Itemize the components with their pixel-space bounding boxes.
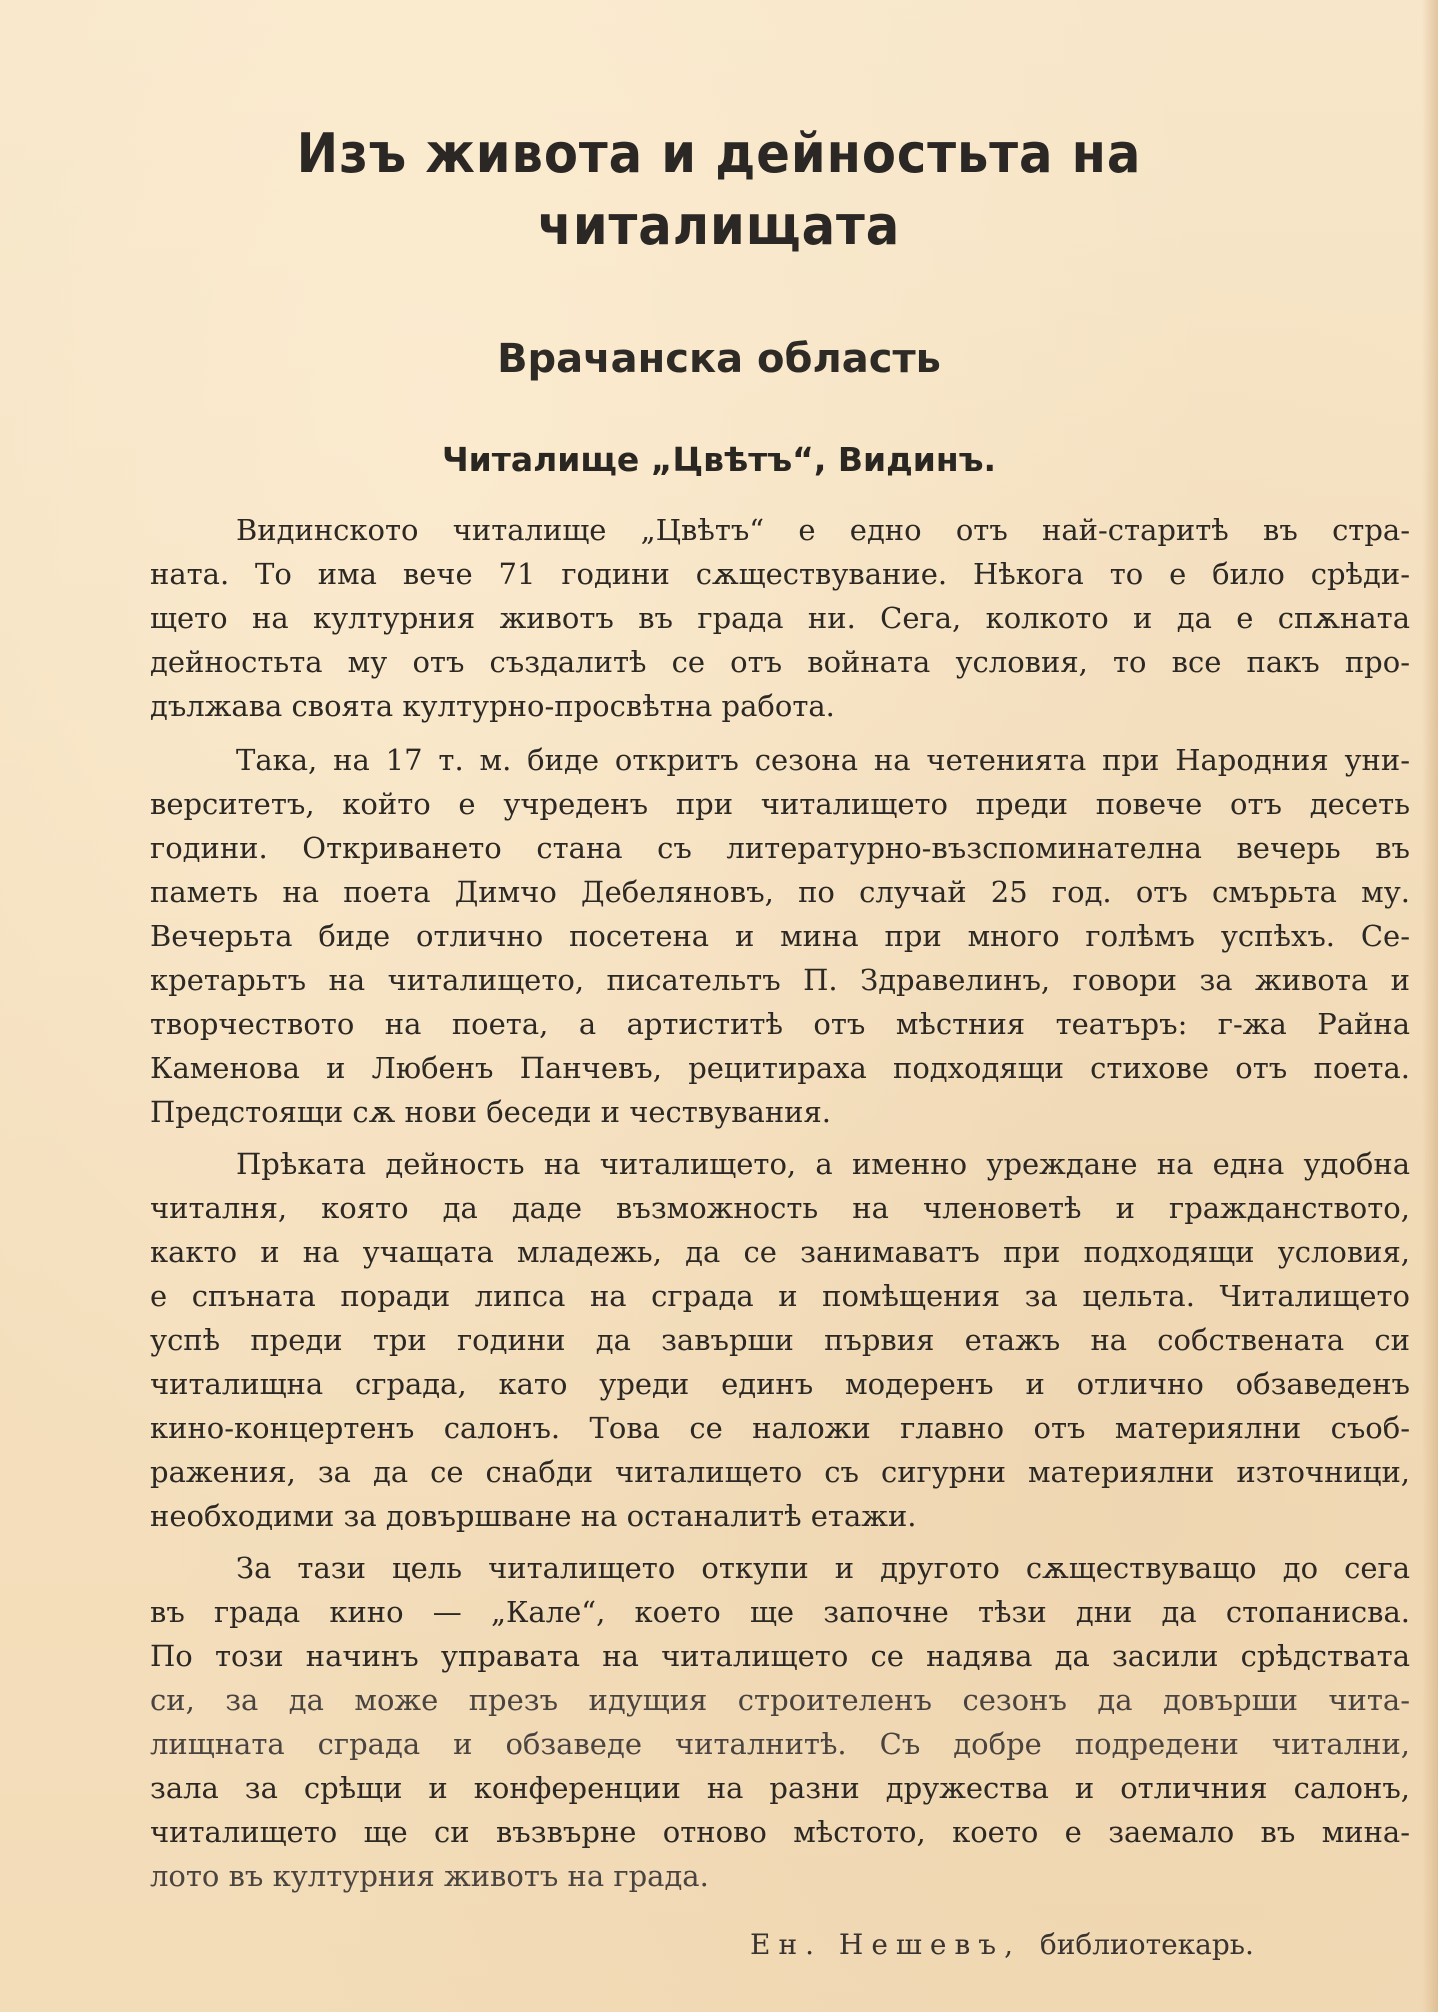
text-line: лото въ културния животъ на града. <box>150 1859 709 1893</box>
title-line-1: Изъ живота и дейностьта на <box>296 122 1142 185</box>
text-line: е спъната поради липса на сграда и помѣщения за цельта. Читалището <box>150 1279 1410 1313</box>
text-line: успѣ преди три години да завърши първия етажъ на собствената си <box>150 1323 1410 1357</box>
text-line: верситетъ, който е учреденъ при читалището преди повече отъ десеть <box>150 787 1410 821</box>
text-line: си, за да може презъ идущия строителенъ сезонъ да довърши чита- <box>150 1683 1410 1717</box>
page-edge-shadow <box>1422 0 1438 2012</box>
text-line: необходими за довършване на останалитѣ етажи. <box>150 1499 917 1533</box>
text-line: години. Откриването стана съ литературно-възспоминателна вечерь въ <box>150 831 1410 865</box>
text-line: читалня, която да даде възможность на членоветѣ и гражданството, <box>150 1191 1410 1225</box>
text-line: дължава своята културно-просвѣтна работа. <box>150 689 835 723</box>
text-line: творчеството на поета, а артиститѣ отъ мѣстния театъръ: г-жа Райна <box>150 1007 1410 1041</box>
region-heading: Врачанска область <box>497 336 941 382</box>
text-line: ражения, за да се снабди читалището съ сигурни материялни източници, <box>150 1455 1410 1489</box>
text-line: ната. То има вече 71 години сѫществувание. Нѣкога то е било срѣди- <box>150 557 1410 591</box>
text-line: кино-концертенъ салонъ. Това се наложи главно отъ материялни съоб- <box>150 1411 1410 1445</box>
text-line: Вечерьта биде отлично посетена и мина при много голѣмъ успѣхъ. Се- <box>150 919 1410 953</box>
text-line: Прѣката дейность на читалището, а именно уреждане на една удобна <box>236 1147 1410 1181</box>
text-line: както и на учащата младежь, да се занимаватъ при подходящи условия, <box>150 1235 1410 1269</box>
text-line: зала за срѣщи и конференции на разни дружества и отличния салонъ, <box>150 1771 1410 1805</box>
text-line: кретарьтъ на читалището, писательтъ П. Здравелинъ, говори за живота и <box>150 963 1410 997</box>
text-line: въ града кино — „Кале“, което ще започне тѣзи дни да стопанисва. <box>150 1595 1410 1629</box>
text-line: Каменова и Любенъ Панчевъ, рецитираха подходящи стихове отъ поета. <box>150 1051 1410 1085</box>
text-line: дейностьта му отъ създалитѣ се отъ войната условия, то все пакъ про- <box>150 645 1410 679</box>
text-line: читалището ще си възвърне отново мѣстото, което е заемало въ мина- <box>150 1815 1410 1849</box>
signature-line <box>750 1928 1254 1961</box>
text-line: Предстоящи сѫ нови беседи и чествувания. <box>150 1095 831 1129</box>
text-line: паметь на поета Димчо Дебеляновъ, по случай 25 год. отъ смърьта му. <box>150 875 1410 909</box>
title-line-2: читалищата <box>537 194 901 257</box>
author-role: библиотекарь. <box>1039 1928 1254 1961</box>
text-line: Така, на 17 т. м. биде откритъ сезона на четенията при Народния уни- <box>236 743 1410 777</box>
text-line: читалищна сграда, като уреди единъ модеренъ и отлично обзаведенъ <box>150 1367 1410 1401</box>
text-line: Видинското читалище „Цвѣтъ“ е едно отъ най-старитѣ въ стра- <box>236 513 1410 547</box>
text-line: лищната сграда и обзаведе читалнитѣ. Съ добре подредени читални, <box>150 1727 1410 1761</box>
section-subheading: Читалище „Цвѣтъ“, Видинъ. <box>441 440 997 479</box>
author-name: Ен. Нешевъ, <box>750 1928 1021 1961</box>
text-line: щето на културния животъ въ града ни. Сега, колкото и да е спѫната <box>150 601 1410 635</box>
text-line: За тази цель читалището откупи и другото сѫществуващо до сега <box>236 1551 1410 1585</box>
text-line: По този начинъ управата на читалището се надява да засили срѣдствата <box>150 1639 1410 1673</box>
